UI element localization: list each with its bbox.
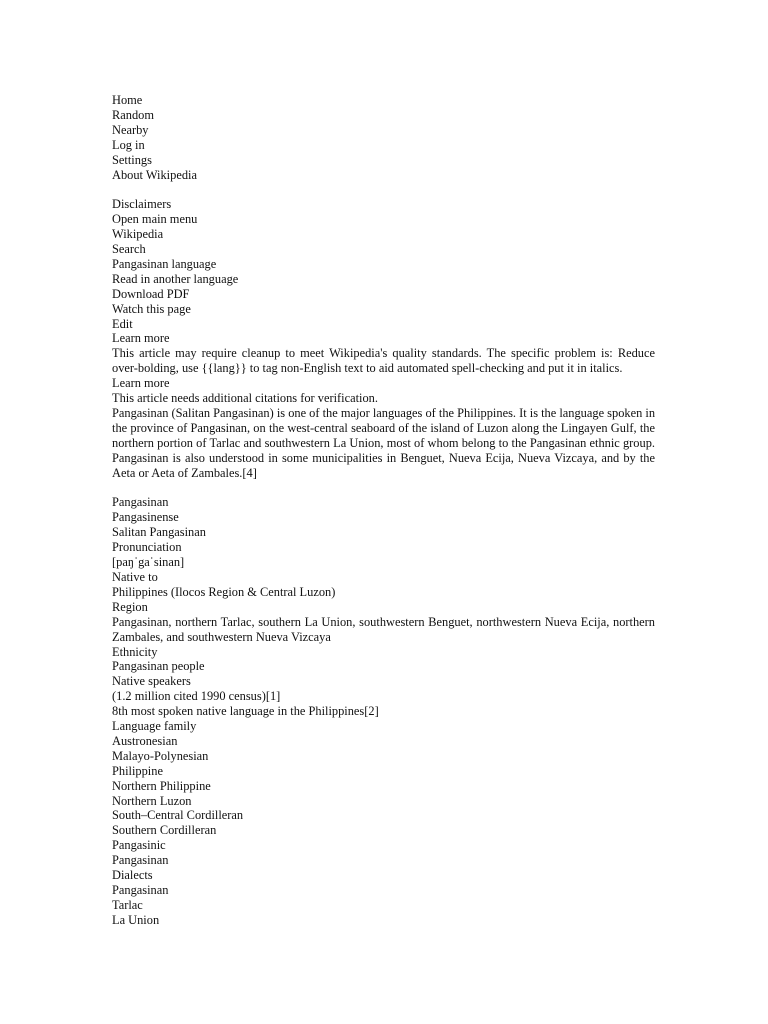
infobox-speakers-label: Native speakers [112,674,191,689]
infobox-alt-name: Pangasinense [112,510,179,525]
family-item-northern-philippine[interactable]: Northern Philippine [112,778,211,793]
menu-item-log-in[interactable]: Log in [112,137,145,152]
menu-item-random[interactable]: Random [112,107,154,122]
family-item-pangasinan: Pangasinan [112,853,169,868]
citations-learn-more-link[interactable]: Learn more [112,376,170,391]
download-pdf-button[interactable]: Download PDF [112,286,190,301]
family-item-malayo-polynesian[interactable]: Malayo-Polynesian [112,748,209,763]
infobox-native-name: Salitan Pangasinan [112,525,206,540]
dialect-item-la-union: La Union [112,912,160,927]
menu-item-settings[interactable]: Settings [112,152,152,167]
family-item-philippine[interactable]: Philippine [112,763,163,778]
main-menu [112,93,655,182]
maintenance-notices [112,331,655,406]
dialect-item-pangasinan: Pangasinan [112,883,169,897]
infobox-pronunciation-label: Pronunciation [112,540,182,555]
family-item-northern-luzon[interactable]: Northern Luzon [112,793,192,808]
wikipedia-home-link[interactable]: Wikipedia [112,227,164,242]
intro-paragraph: Pangasinan (Salitan Pangasinan) is one of the major languages of the Philippines. It is the language spoken in the province of Pangasinan, on the west-central seaboard of the island of Luzon along the Lingayen Gulf, the northern portion of Tarlac and southwestern La Union, most of whom belong to the Pangasinan ethnic group. Pangasinan is also understood in some municipalities in Benguet, Nueva Ecija, Nueva Vizcaya, and by the Aeta or Aeta of Zambales.[4] [112,406,656,480]
infobox-dialects-label: Dialects [112,868,153,883]
infobox-speakers-value: (1.2 million cited 1990 census)[1] [112,689,281,704]
page-content [112,93,655,928]
disclaimers-link[interactable]: Disclaimers [112,197,172,212]
watch-page-button[interactable]: Watch this page [112,301,191,316]
menu-item-home[interactable]: Home [112,93,143,107]
infobox-speakers-rank: 8th most spoken native language in the Philippines[2] [112,704,379,719]
family-item-south-central-cordilleran[interactable]: South–Central Cordilleran [112,808,244,823]
family-item-southern-cordilleran[interactable]: Southern Cordilleran [112,823,217,838]
family-item-pangasinic[interactable]: Pangasinic [112,838,166,853]
infobox-family-label: Language family [112,719,197,734]
infobox-region-value: Pangasinan, northern Tarlac, southern La Union, southwestern Benguet, northwestern Nueva Ecija, northern Zambales, and southwestern Nueva Vizcaya [112,614,655,644]
infobox-region-label: Region [112,599,148,614]
infobox-ethnicity-value[interactable]: Pangasinan people [112,659,205,674]
spacer [112,481,655,496]
page-title: Pangasinan language [112,256,217,271]
open-main-menu-button[interactable]: Open main menu [112,212,198,227]
language-selector-button[interactable]: Read in another language [112,271,239,286]
edit-button[interactable]: Edit [112,316,133,331]
cleanup-notice-text: This article may require cleanup to meet Wikipedia's quality standards. The specific problem is: Reduce over-bolding, use {{lang}} to tag non-English text to aid automated spell-checking and put it in italics. [112,346,655,376]
page-header [112,197,655,331]
search-button[interactable]: Search [112,242,146,257]
infobox-ethnicity-label: Ethnicity [112,644,158,659]
infobox-title: Pangasinan [112,495,169,510]
infobox-pronunciation-value[interactable]: [paŋˈgaˈsinan] [112,555,185,570]
menu-item-nearby[interactable]: Nearby [112,122,149,137]
citations-notice-text: This article needs additional citations for verification. [112,391,378,406]
menu-item-about-wikipedia[interactable]: About Wikipedia [112,167,197,182]
infobox-native-to-value: Philippines (Ilocos Region & Central Luzon) [112,584,336,599]
infobox [112,495,655,927]
dialect-item-tarlac: Tarlac [112,897,143,912]
cleanup-learn-more-link[interactable]: Learn more [112,331,170,346]
infobox-native-to-label: Native to [112,569,158,584]
family-item-austronesian[interactable]: Austronesian [112,733,178,748]
spacer [112,182,655,197]
